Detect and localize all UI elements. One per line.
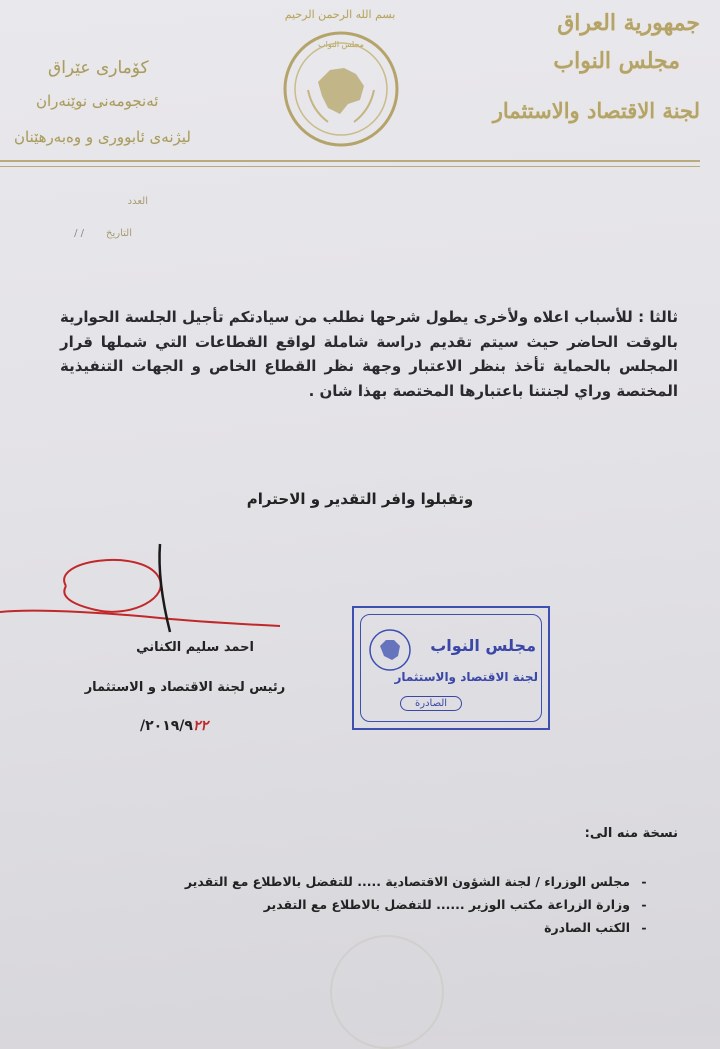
header-rule	[0, 160, 700, 162]
closing-line: وتقبلوا وافر التقدير و الاحترام	[246, 490, 474, 508]
body-paragraph	[60, 305, 678, 403]
list-item-text: وزارة الزراعة مكتب الوزير ...... للتفضل بالاطلاع مع التقدير	[263, 897, 630, 912]
stamp-line-3: الصادرة	[400, 696, 462, 711]
list-item-text: مجلس الوزراء / لجنة الشؤون الاقتصادية ..... للتفضل بالاطلاع مع التقدير	[184, 874, 630, 889]
signature-scribble	[0, 540, 290, 640]
ref-label: العدد	[127, 196, 148, 207]
list-bullet: -	[641, 874, 647, 889]
header-rule-thin	[0, 166, 700, 167]
header-kurdish-line-1: كۆماری عێراق	[48, 58, 149, 78]
header-arabic-line-1: جمهورية العراق	[557, 10, 700, 36]
copies-title: نسخة منه الى:	[584, 826, 678, 841]
copies-list	[185, 870, 658, 939]
date-value: / /	[74, 228, 84, 239]
signatory-title: رئيس لجنة الاقتصاد و الاستثمار	[84, 680, 286, 695]
basmala-text: بسم الله الرحمن الرحيم	[284, 8, 396, 21]
paragraph-text: للأسباب اعلاه ولأخرى يطول شرحها نطلب من سيادتكم تأجيل الجلسة الحوارية بالوقت الحاضر حيث سيتم تقديم دراسة شاملة لواقع القطاعات التي شملها قرار المجلس بالحماية تأخذ بنظر الاعتبار وجهة نظر القطاع الخاص و الجهات التنفيذية المختصة وراي لجنتنا باعتبارها المختصة بهذا شان .	[60, 308, 678, 400]
signature-date-rest: /٢٠١٩/٩	[140, 718, 193, 734]
header-arabic-line-2: مجلس النواب	[553, 48, 680, 74]
paragraph-lead: ثالثا :	[638, 308, 678, 326]
official-stamp	[352, 606, 550, 730]
stamp-line-1: مجلس النواب	[430, 636, 536, 655]
header-kurdish-line-2: ئەنجومەنی نوێنەران	[36, 92, 159, 110]
list-item	[185, 870, 658, 893]
stamp-emblem-icon	[368, 628, 412, 672]
stamp-line-2: لجنة الاقتصاد والاستثمار	[394, 670, 538, 684]
parliament-emblem	[282, 30, 400, 148]
signatory-name: احمد سليم الكناني	[136, 640, 254, 655]
list-bullet: -	[641, 897, 647, 912]
signature-date	[140, 718, 208, 734]
list-item-text: الكتب الصادرة	[544, 920, 630, 935]
header-kurdish-line-3: لیژنەی ئابووری و وەبەرهێنان	[14, 128, 191, 146]
faint-watermark	[330, 935, 444, 1049]
emblem-ring-text: مجلس النواب	[318, 40, 364, 49]
list-bullet: -	[641, 920, 647, 935]
list-item	[185, 916, 658, 939]
date-label: التاريخ	[106, 228, 132, 239]
list-item	[185, 893, 658, 916]
header-arabic-line-3: لجنة الاقتصاد والاستثمار	[492, 98, 700, 123]
signature-date-day: ٢٢	[192, 718, 209, 734]
